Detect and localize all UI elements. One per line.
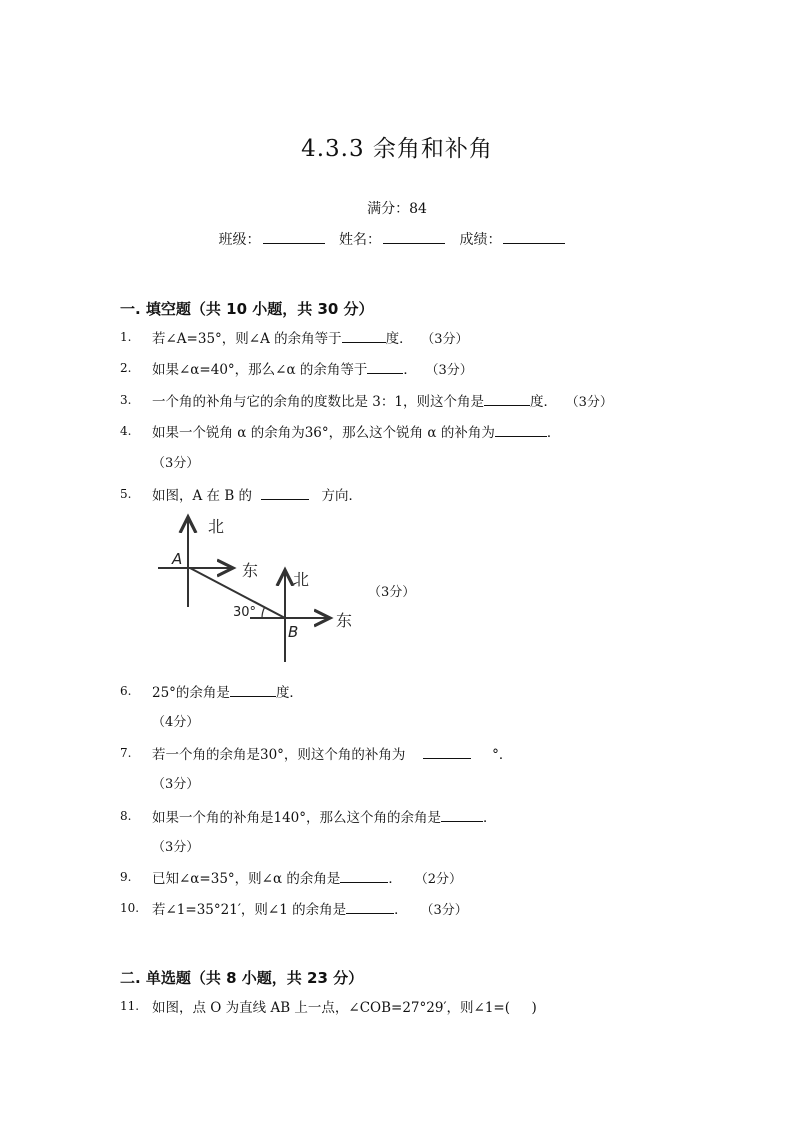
section-heading-choice: 二. 单选题（共 8 小题，共 23 分） <box>120 969 364 987</box>
east-label-b: 东 <box>336 611 353 630</box>
student-info <box>0 229 794 249</box>
question-number: 4. <box>120 424 132 438</box>
question-5 <box>120 484 680 504</box>
question-text: 如图，A 在 B 的 方向． <box>152 488 363 504</box>
question-text: 一个角的补角与它的余角的度数比是 3：1，则这个角是 度． （3分） <box>152 394 613 410</box>
full-score: 满分：84 <box>367 201 427 217</box>
question-8-points: （3分） <box>152 840 200 855</box>
question-text: 如果一个角的补角是140°，那么这个角的余角是 ． <box>152 810 497 826</box>
question-7 <box>120 743 680 763</box>
answer-blank[interactable] <box>367 361 403 374</box>
question-5-points: （3分） <box>368 585 416 600</box>
question-number: 5. <box>120 487 132 501</box>
question-1 <box>120 327 680 347</box>
question-4 <box>120 421 680 441</box>
question-text: 若∠A=35°，则∠A 的余角等于 度． （3分） <box>152 331 469 347</box>
compass-direction-figure <box>150 512 365 672</box>
answer-blank[interactable] <box>484 393 530 406</box>
question-text: 若∠1=35°21′，则∠1 的余角是 ． （3分） <box>152 902 468 918</box>
question-text: 25°的余角是 度． <box>152 685 303 701</box>
angle-label: 30° <box>233 605 257 620</box>
question-number: 7. <box>120 746 132 760</box>
answer-blank[interactable] <box>346 901 394 914</box>
question-text: 如果一个锐角 α 的余角为36°，那么这个锐角 α 的补角为 ． <box>152 425 561 441</box>
answer-blank[interactable] <box>495 424 547 437</box>
question-10 <box>120 898 680 918</box>
question-2 <box>120 358 680 378</box>
question-3 <box>120 390 680 410</box>
question-11 <box>120 996 680 1016</box>
answer-blank[interactable] <box>340 870 388 883</box>
point-a-label: A <box>172 550 183 568</box>
question-9 <box>120 867 680 887</box>
answer-blank[interactable] <box>423 746 471 759</box>
class-blank[interactable] <box>263 231 325 244</box>
section-heading-fill: 一. 填空题（共 10 小题，共 30 分） <box>120 300 374 318</box>
north-label-a: 北 <box>208 517 225 536</box>
question-number: 3. <box>120 393 132 407</box>
question-text: 已知∠α=35°，则∠α 的余角是 ． （2分） <box>152 871 463 887</box>
question-number: 6. <box>120 684 132 698</box>
answer-blank[interactable] <box>441 809 483 822</box>
question-number: 11. <box>120 999 140 1013</box>
question-4-points: （3分） <box>152 456 200 471</box>
question-text: 如图，点 O 为直线 AB 上一点，∠COB=27°29′，则∠1=( ) <box>152 1000 537 1016</box>
page-title: 4.3.3 余角和补角 <box>301 136 493 162</box>
question-text: 若一个角的余角是30°，则这个角的补角为 °． <box>152 747 513 763</box>
question-6 <box>120 681 680 701</box>
point-b-label: B <box>288 623 299 641</box>
question-text: 如果∠α=40°，那么∠α 的余角等于 ． （3分） <box>152 362 473 378</box>
answer-blank[interactable] <box>230 684 276 697</box>
answer-blank[interactable] <box>342 330 386 343</box>
name-label: 姓名： <box>339 232 381 248</box>
question-number: 1. <box>120 330 132 344</box>
name-blank[interactable] <box>383 231 445 244</box>
question-8 <box>120 806 680 826</box>
answer-blank[interactable] <box>261 487 309 500</box>
question-number: 9. <box>120 870 132 884</box>
question-7-points: （3分） <box>152 777 200 792</box>
north-label-b: 北 <box>293 570 310 589</box>
question-number: 10. <box>120 901 140 915</box>
question-6-points: （4分） <box>152 715 200 730</box>
east-label-a: 东 <box>242 561 259 580</box>
grade-blank[interactable] <box>503 231 565 244</box>
grade-label: 成绩： <box>459 232 502 248</box>
question-number: 2. <box>120 361 132 375</box>
class-label: 班级： <box>218 232 261 248</box>
angle-arc <box>262 607 265 618</box>
question-number: 8. <box>120 809 132 823</box>
